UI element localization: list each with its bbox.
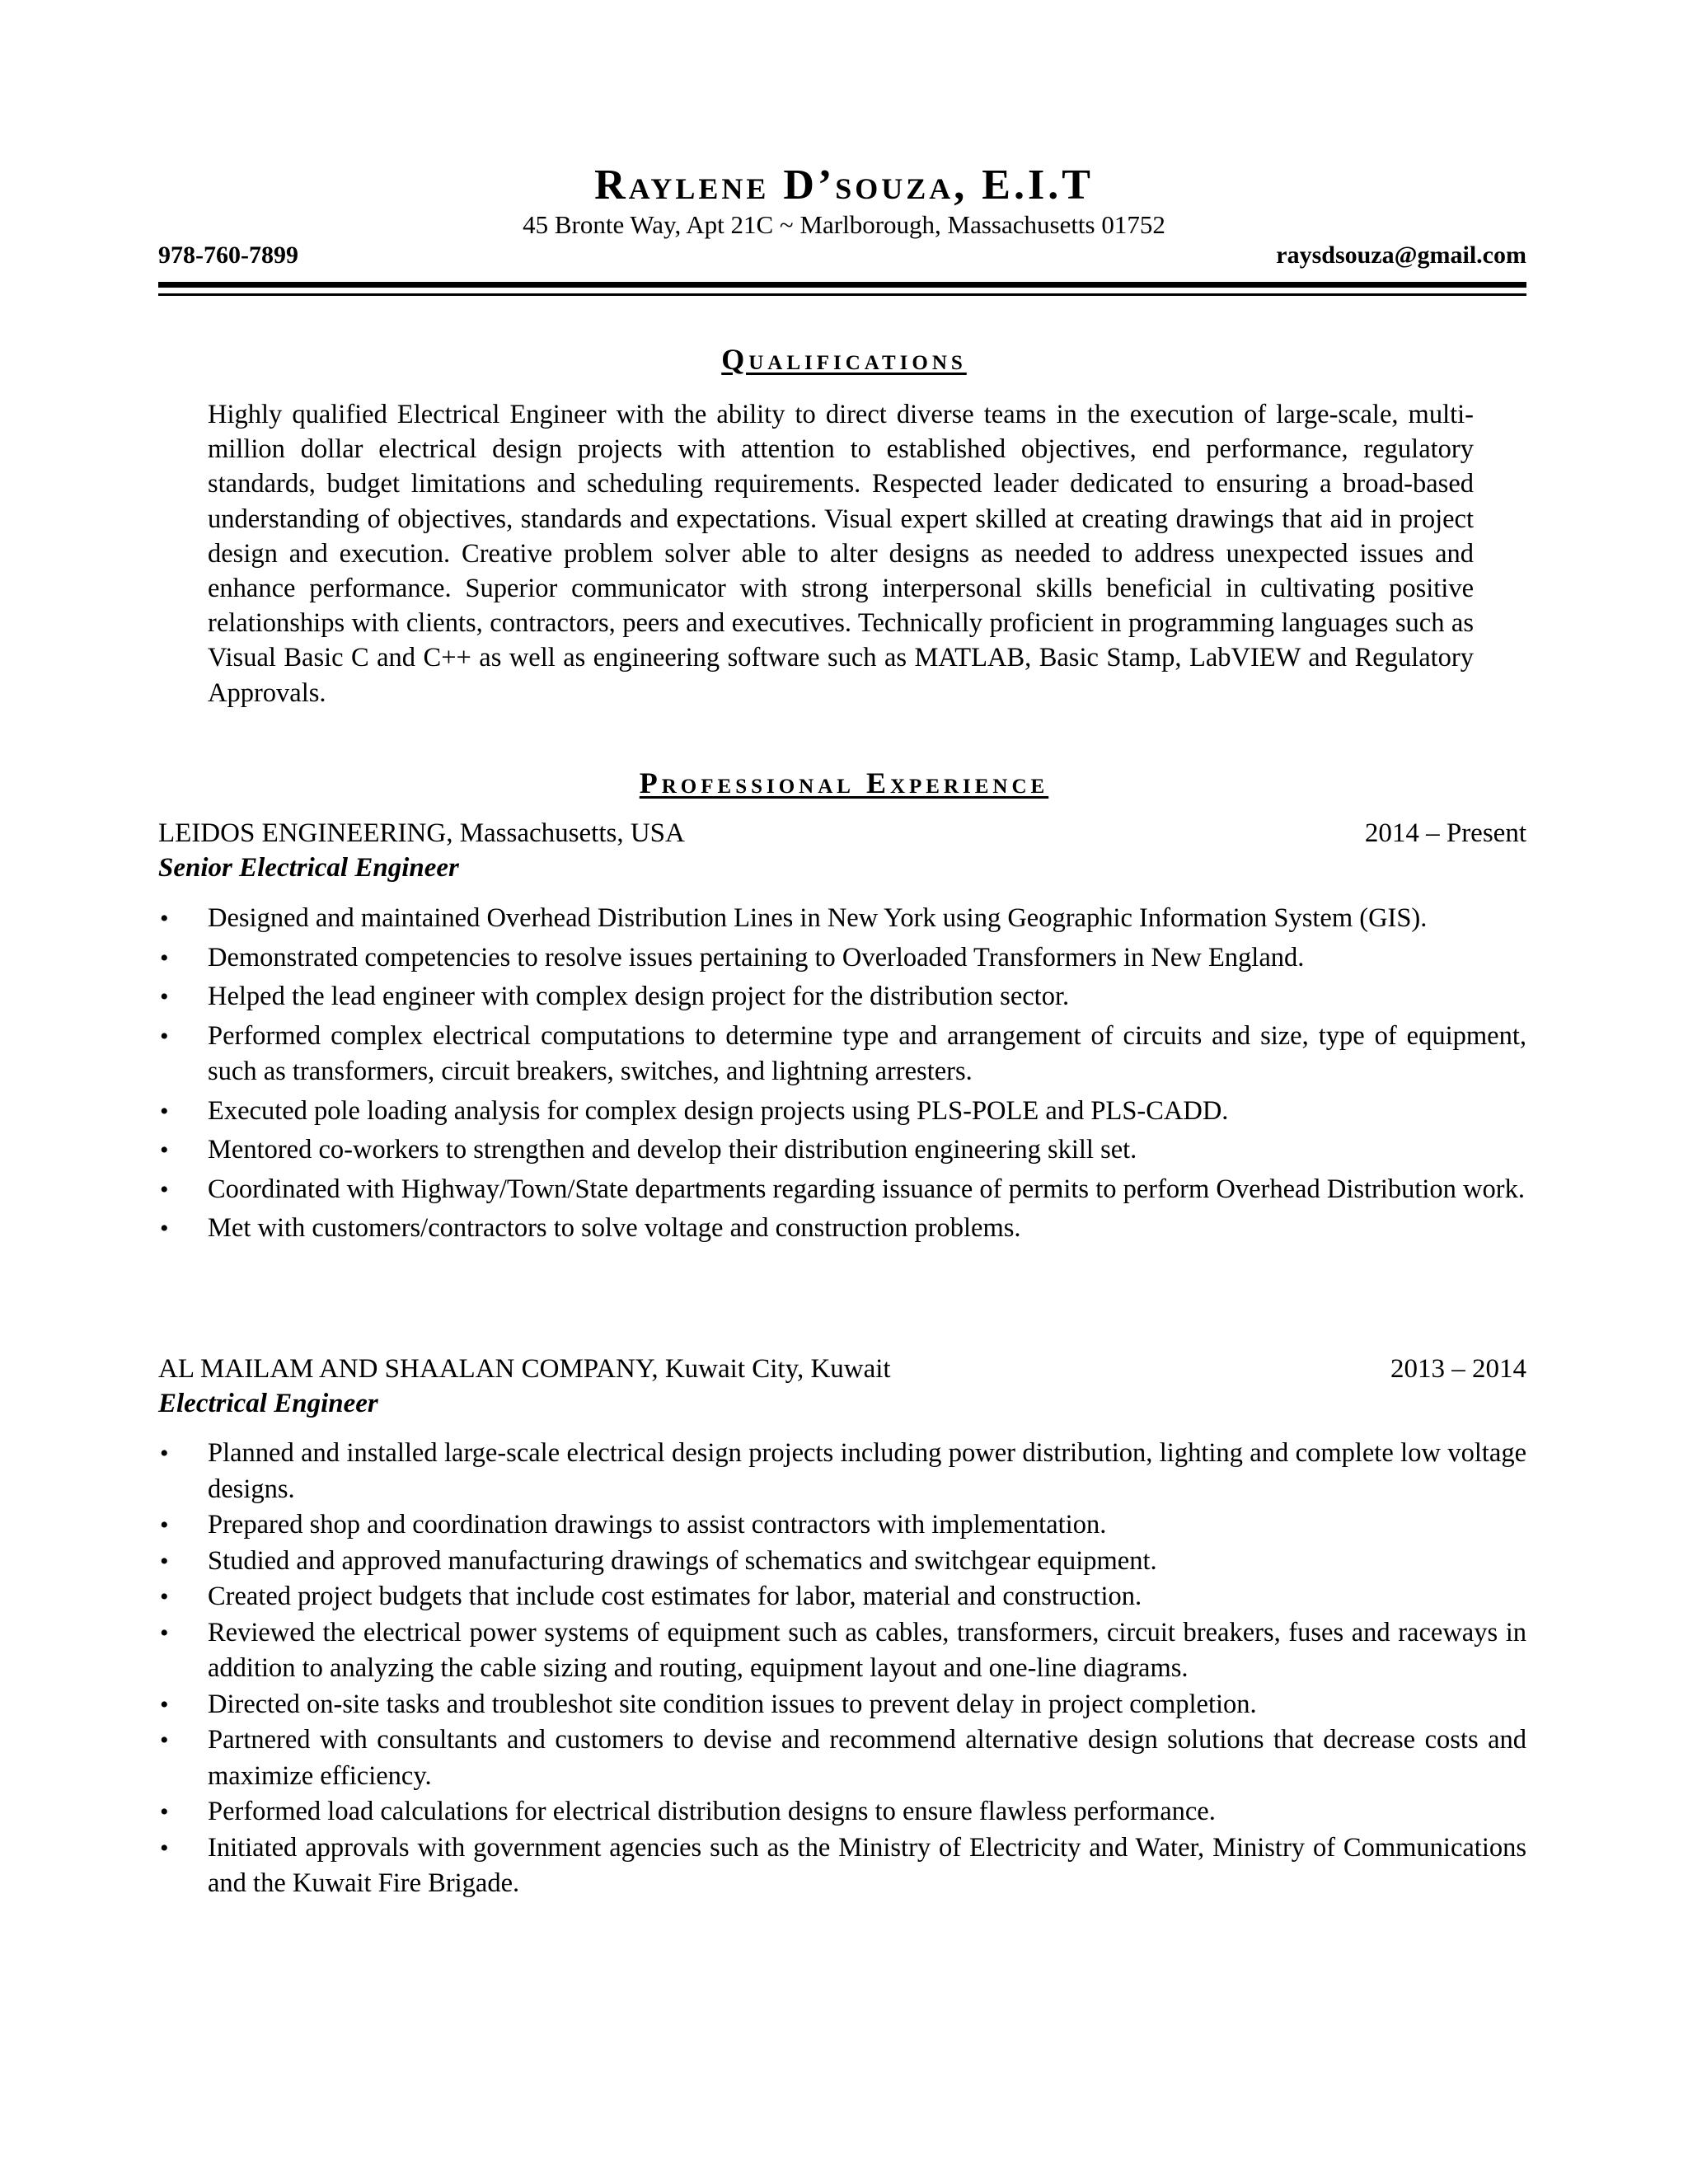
list-item: • Performed load calculations for electrical distribution designs to ensure flawless performance. [158, 1794, 1526, 1830]
candidate-name: Raylene D’souza, E.I.T [594, 162, 1094, 209]
job-company: AL MAILAM AND SHAALAN COMPANY, Kuwait City, Kuwait [158, 1354, 891, 1384]
job-bullets-1 [158, 901, 1526, 1250]
header-divider-thick [158, 282, 1526, 288]
list-item: • Studied and approved manufacturing drawings of schematics and switchgear equipment. [158, 1544, 1526, 1580]
list-item: • Designed and maintained Overhead Distribution Lines in New York using Geographic Information System (GIS). [158, 901, 1526, 937]
list-item: • Initiated approvals with government agencies such as the Ministry of Electricity and Water, Ministry of Communications and the Kuwait Fire Brigade. [158, 1830, 1526, 1902]
list-item: • Coordinated with Highway/Town/State departments regarding issuance of permits to perform Overhead Distribution work. [158, 1172, 1526, 1208]
list-item: • Performed complex electrical computations to determine type and arrangement of circuits and size, type of equipment, such as transformers, circuit breakers, switches, and lightning arresters. [158, 1019, 1526, 1090]
list-item: • Executed pole loading analysis for complex design projects using PLS-POLE and PLS-CADD. [158, 1094, 1526, 1130]
list-item: • Met with customers/contractors to solve voltage and construction problems. [158, 1211, 1526, 1247]
list-item: • Demonstrated competencies to resolve issues pertaining to Overloaded Transformers in New England. [158, 940, 1526, 977]
contact-email: raysdsouza@gmail.com [1276, 241, 1526, 269]
contact-phone: 978-760-7899 [158, 241, 298, 269]
list-item: • Created project budgets that include cost estimates for labor, material and construction. [158, 1579, 1526, 1615]
list-item: • Prepared shop and coordination drawings to assist contractors with implementation. [158, 1507, 1526, 1544]
qualifications-summary: Highly qualified Electrical Engineer with the ability to direct diverse teams in the execution of large-scale, multi-million dollar electrical design projects with attention to established objectives, end performance, regulatory standards, budget limitations and scheduling requirements. Respected leader dedicated to ensuring a broad-based understanding of objectives, standards and expectations. Visual expert skilled at creating drawings that aid in project design and execution. Creative problem solver able to alter designs as needed to address unexpected issues and enhance performance. Superior communicator with strong interpersonal skills beneficial in cultivating positive relationships with clients, contractors, peers and executives. Technically proficient in programming languages such as Visual Basic C and C++ as well as engineering software such as MATLAB, Basic Stamp, LabVIEW and Regulatory Approvals. [208, 400, 1474, 708]
job-company: LEIDOS ENGINEERING, Massachusetts, USA [158, 818, 685, 848]
list-item: • Helped the lead engineer with complex design project for the distribution sector. [158, 979, 1526, 1015]
list-item: • Mentored co-workers to strengthen and develop their distribution engineering skill set. [158, 1132, 1526, 1169]
job-title: Electrical Engineer [158, 1389, 378, 1418]
experience-heading: Professional Experience [639, 766, 1049, 799]
contact-address: 45 Bronte Way, Apt 21C ~ Marlborough, Massachusetts 01752 [523, 210, 1165, 239]
list-item: • Reviewed the electrical power systems of equipment such as cables, transformers, circuit breakers, fuses and raceways in addition to analyzing the cable sizing and routing, equipment layout and one-line diagrams. [158, 1615, 1526, 1687]
list-item: • Planned and installed large-scale electrical design projects including power distribution, lighting and complete low voltage designs. [158, 1436, 1526, 1507]
list-item: • Directed on-site tasks and troubleshot site condition issues to prevent delay in project completion. [158, 1687, 1526, 1723]
job-dates: 2013 – 2014 [1390, 1354, 1526, 1384]
job-dates: 2014 – Present [1364, 818, 1526, 848]
list-item: • Partnered with consultants and customers to devise and recommend alternative design solutions that decrease costs and maximize efficiency. [158, 1722, 1526, 1794]
header-divider-thin [158, 293, 1526, 296]
job-bullets-2 [158, 1436, 1526, 1902]
job-title: Senior Electrical Engineer [158, 853, 459, 883]
qualifications-heading: Qualifications [721, 343, 967, 376]
